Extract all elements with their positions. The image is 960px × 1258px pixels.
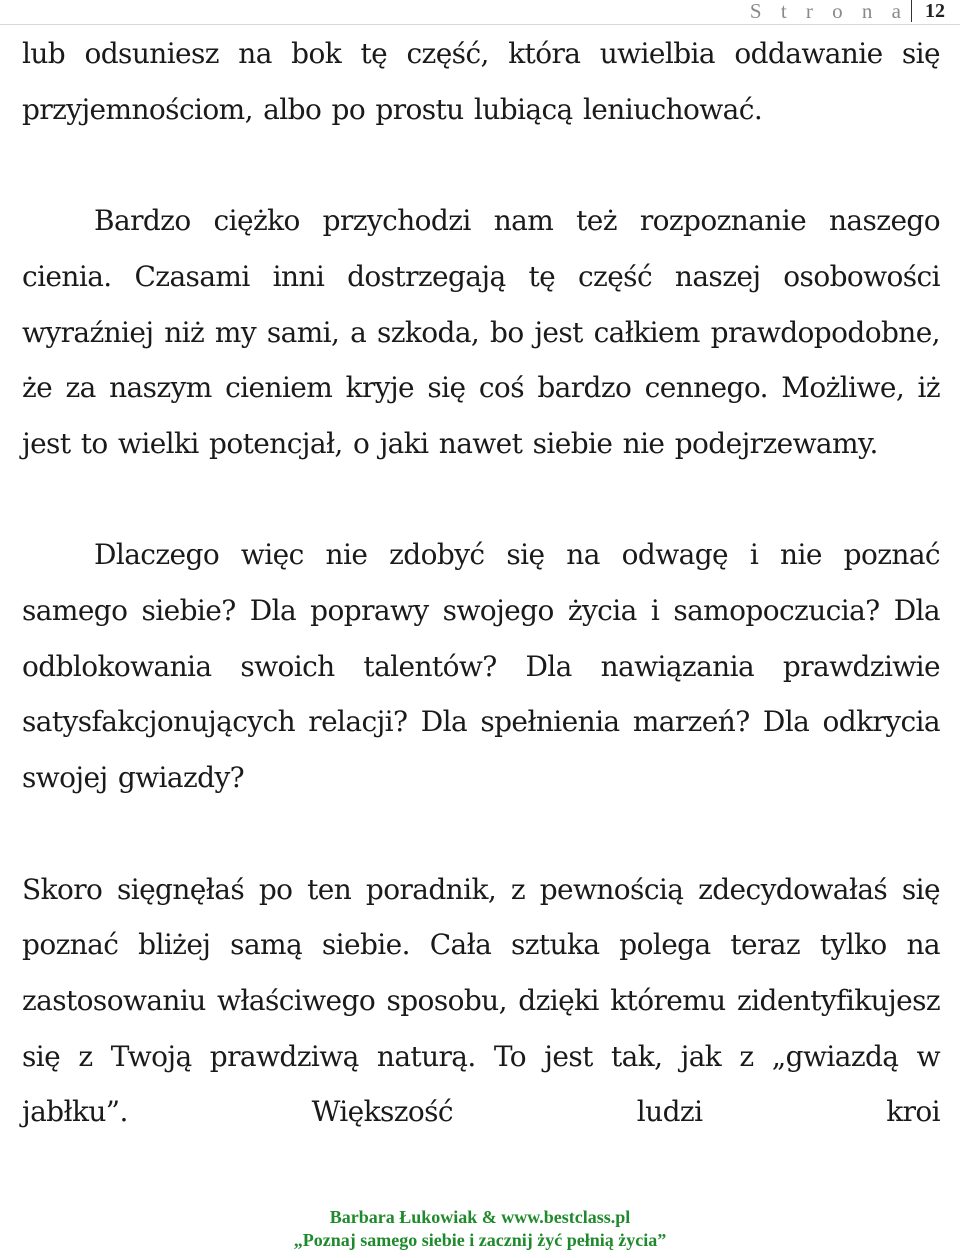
paragraph-continuation: lub odsuniesz na bok tę część, która uwielbia oddawanie się przyjemnościom, albo po prostu lubiącą leniuchować. [22, 37, 940, 126]
header-divider [911, 0, 912, 22]
paragraph-questions: Dlaczego więc nie zdobyć się na odwagę i nie poznać samego siebie? Dla poprawy swojego życia i samopoczucia? Dla odblokowania swoich talentów? Dla nawiązania prawdziwie satysfakcjonujących relacji? Dla spełnienia marzeń? Dla odkrycia swojej gwiazdy? [22, 538, 940, 795]
footer-author-line: Barbara Łukowiak & www.bestclass.pl [329, 1207, 631, 1227]
page-label: S t r o n a [749, 0, 908, 23]
footer-title-line: „Poznaj samego siebie i zacznij żyć pełnią życia” [293, 1230, 667, 1250]
header-rule [0, 24, 960, 25]
page-footer [0, 1206, 960, 1252]
page-number: 12 [925, 0, 945, 22]
page-header [0, 0, 960, 24]
paragraph-shadow: Bardzo ciężko przychodzi nam też rozpoznanie naszego cienia. Czasami inni dostrzegają tę część naszej osobowości wyraźniej niż my sami, a szkoda, bo jest całkiem prawdopodobne, że za naszym cieniem kryje się coś bardzo cennego. Możliwe, iż jest to wielki potencjał, o jaki nawet siebie nie podejrzewamy. [22, 204, 940, 460]
document-body [22, 26, 940, 1140]
paragraph-guide: Skoro sięgnęłaś po ten poradnik, z pewnością zdecydowałaś się poznać bliżej samą siebie. Cała sztuka polega teraz tylko na zastosowaniu właściwego sposobu, dzięki któremu zidentyfikujesz się z Twoją prawdziwą naturą. To jest tak, jak z „gwiazdą w jabłku”. Większość ludzi kroi [22, 872, 940, 1129]
